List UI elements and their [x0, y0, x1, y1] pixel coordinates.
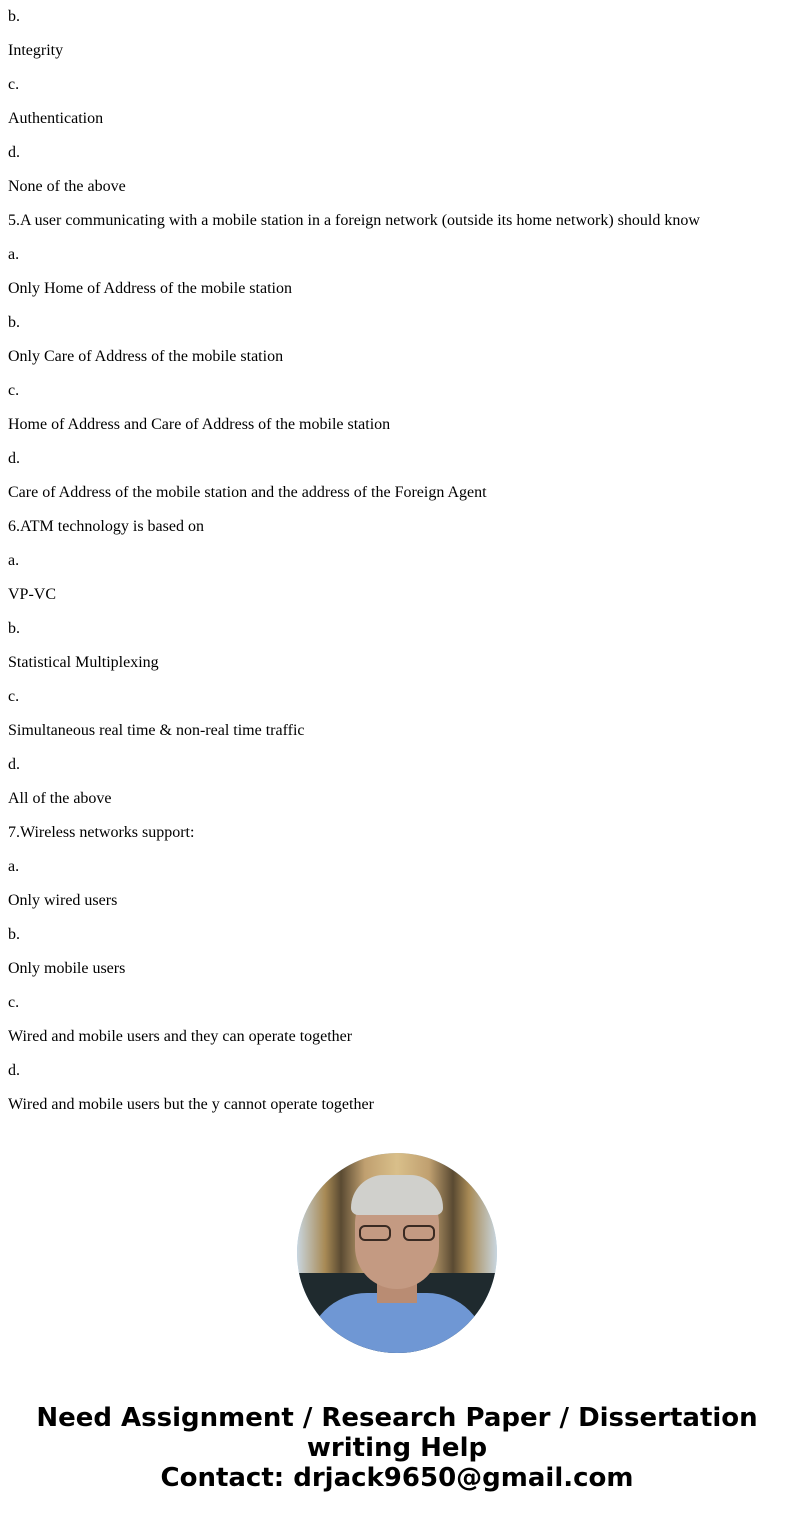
option-text: None of the above	[8, 178, 126, 195]
option-letter-b: b.	[8, 620, 20, 637]
option-letter-a: a.	[8, 552, 20, 569]
option-letter-c: c.	[8, 76, 20, 93]
option-letter-c: c.	[8, 688, 20, 705]
option-letter-a: a.	[8, 246, 20, 263]
option-text: Only Care of Address of the mobile station	[8, 348, 284, 365]
avatar-glasses	[359, 1225, 435, 1243]
question-6: 6.ATM technology is based on	[8, 518, 204, 535]
option-letter-b: b.	[8, 8, 20, 25]
option-text: Wired and mobile users but the y cannot operate together	[8, 1096, 374, 1113]
option-letter-d: d.	[8, 756, 20, 773]
option-text: Integrity	[8, 42, 64, 59]
option-letter-d: d.	[8, 450, 20, 467]
question-5: 5.A user communicating with a mobile station in a foreign network (outside its home network) should know	[8, 212, 700, 229]
option-letter-c: c.	[8, 994, 20, 1011]
option-text: VP-VC	[8, 586, 57, 603]
option-text: Only wired users	[8, 892, 118, 909]
option-text: Only Home of Address of the mobile station	[8, 280, 292, 297]
author-avatar	[297, 1153, 497, 1353]
option-letter-c: c.	[8, 382, 20, 399]
option-letter-b: b.	[8, 314, 20, 331]
option-letter-d: d.	[8, 144, 20, 161]
option-letter-a: a.	[8, 858, 20, 875]
option-letter-d: d.	[8, 1062, 20, 1079]
document-body	[8, 0, 788, 1122]
option-text: Care of Address of the mobile station and the address of the Foreign Agent	[8, 484, 487, 501]
promo-section	[0, 1153, 794, 1493]
promo-line-2: writing Help	[306, 1433, 488, 1463]
option-text: Simultaneous real time & non-real time traffic	[8, 722, 305, 739]
avatar-hair	[351, 1175, 443, 1215]
promo-line-1: Need Assignment / Research Paper / Dissertation	[36, 1403, 758, 1433]
option-text: Statistical Multiplexing	[8, 654, 159, 671]
option-text: Wired and mobile users and they can operate together	[8, 1028, 353, 1045]
question-7: 7.Wireless networks support:	[8, 824, 195, 841]
promo-contact: Contact: drjack9650@gmail.com	[160, 1463, 634, 1493]
option-text: Authentication	[8, 110, 104, 127]
option-text: Home of Address and Care of Address of the mobile station	[8, 416, 391, 433]
option-text: Only mobile users	[8, 960, 126, 977]
promo-text	[0, 1403, 794, 1493]
option-text: All of the above	[8, 790, 112, 807]
option-letter-b: b.	[8, 926, 20, 943]
